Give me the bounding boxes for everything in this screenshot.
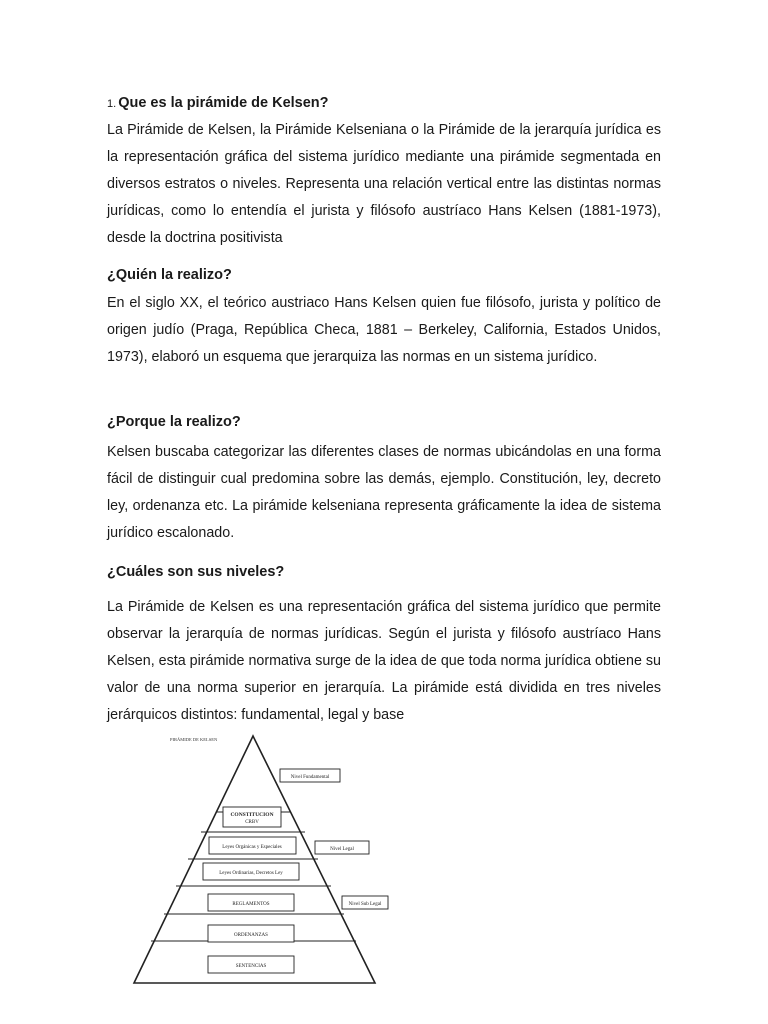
constitution-label: CONSTITUCION — [230, 812, 274, 818]
tier-label: Leyes Ordinarias, Decretos Ley — [219, 871, 283, 876]
section-heading-what — [107, 94, 329, 113]
tier-label: REGLAMENTOS — [232, 902, 270, 907]
section-number: 1. — [107, 98, 117, 110]
pyramid-title: PIRÁMIDE DE KELSEN — [170, 737, 218, 742]
constitution-sublabel: CRBV — [245, 820, 259, 825]
section-heading-text: Que es la pirámide de Kelsen? — [118, 95, 329, 111]
section-heading-levels: ¿Cuáles son sus niveles? — [107, 564, 285, 580]
section-paragraph-who: En el siglo XX, el teórico austriaco Hans Kelsen quien fue filósofo, jurista y político de origen judío (Praga, República Checa, 1881 – Berkeley, California, Estados Unidos, 1973), elaboró un esquema que jerarquiza las normas en un sistema jurídico. — [107, 295, 661, 365]
section-paragraph-why: Kelsen buscaba categorizar las diferentes clases de normas ubicándolas en una forma fácil de distinguir cual predomina sobre las demás, ejemplo. Constitución, ley, decreto ley, ordenanza etc. La pirámide kelseniana representa gráficamente la idea de sistema jurídico escalonado. — [107, 444, 661, 541]
section-heading-why: ¿Porque la realizo? — [107, 414, 241, 430]
kelsen-pyramid-diagram — [130, 732, 400, 994]
tier-label: SENTENCIAS — [235, 964, 267, 969]
section-paragraph-levels: La Pirámide de Kelsen es una representación gráfica del sistema jurídico que permite observar la jerarquía de normas jurídicas. Según el jurista y filósofo austríaco Hans Kelsen, esta pirámide normativa surge de la idea de que toda norma jurídica obtiene su valor de una norma superior en jerarquía. La pirámide está dividida en tres niveles jerárquicos distintos: fundamental, legal y base — [107, 599, 661, 723]
section-paragraph-what: La Pirámide de Kelsen, la Pirámide Kelseniana o la Pirámide de la jerarquía jurídica es la representación gráfica del sistema jurídico mediante una pirámide segmentada en diversos estratos o niveles. Representa una relación vertical entre las distintas normas jurídicas, como lo entendía el jurista y filósofo austríaco Hans Kelsen (1881-1973), desde la doctrina positivista — [107, 122, 661, 246]
tier-label: ORDENANZAS — [234, 933, 268, 938]
section-heading-who: ¿Quién la realizo? — [107, 267, 232, 283]
level-label: Nivel Fundamental — [290, 775, 330, 780]
level-label: Nivel Legal — [330, 847, 354, 852]
level-label: Nivel Sub Legal — [348, 902, 382, 907]
tier-label: Leyes Orgánicas y Especiales — [222, 845, 282, 850]
